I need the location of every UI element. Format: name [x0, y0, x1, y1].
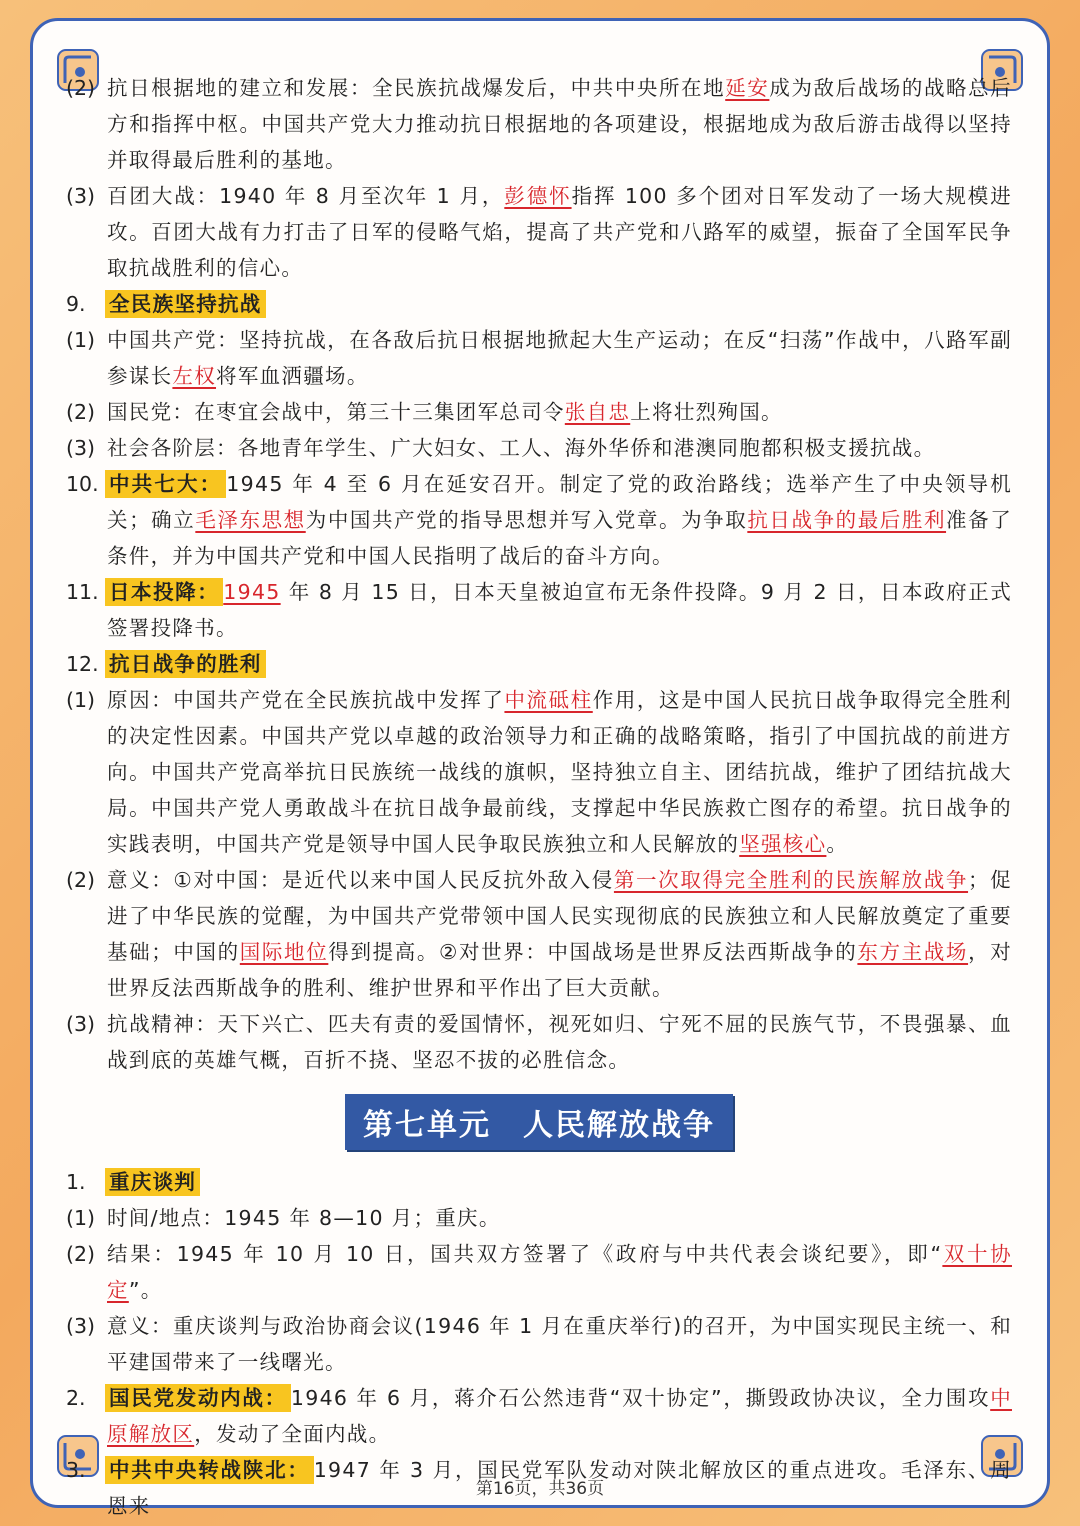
text-segment: 中国共产党：坚持抗战，在各敌后抗日根据地掀起大生产运动；在反“扫荡”作战中，八路军副参谋长 [107, 328, 1012, 388]
item-number: 1. [66, 1170, 86, 1194]
item-text [107, 862, 1012, 1006]
list-item [66, 70, 1012, 178]
list-item [66, 1236, 1012, 1308]
item-text [107, 1236, 1012, 1308]
text-segment: ，发动了全面内战。 [194, 1422, 391, 1446]
item-number: (3) [66, 184, 96, 208]
list-item [66, 574, 1012, 646]
item-number: (2) [66, 868, 96, 892]
item-text [107, 1200, 1012, 1236]
text-segment: 将军血洒疆场。 [216, 364, 369, 388]
list-item [66, 1164, 1012, 1200]
text-segment: 抗日根据地的建立和发展：全民族抗战爆发后，中共中央所在地 [107, 76, 726, 100]
key-term: 抗日战争的最后胜利 [747, 508, 947, 532]
text-segment: 。 [826, 832, 849, 856]
item-number: 10. [66, 472, 99, 496]
list-item [66, 394, 1012, 430]
text-segment: 1947 年 3 月，国民党军队发动对陕北解放区的重点进攻。毛泽东、周恩来 [107, 1458, 1013, 1518]
unit-heading: 第七单元 人民解放战争 [345, 1094, 733, 1150]
text-segment: ，对世界反法西斯战争的胜利、维护世界和平作出了巨大贡献。 [107, 940, 1012, 1000]
text-segment: 1945 年 4 至 6 月在延安召开。制定了党的政治路线；选举产生了中央领导机关；确立 [107, 472, 1012, 532]
list-item [66, 322, 1012, 394]
key-term: 1945 [223, 580, 281, 604]
text-segment: 国民党：在枣宜会战中，第三十三集团军总司令 [107, 400, 565, 424]
key-term: 第一次取得完全胜利的民族解放战争 [613, 868, 969, 892]
list-item [66, 466, 1012, 574]
list-item [66, 1380, 1012, 1452]
section-list [66, 1164, 1012, 1524]
text-segment: 意义：①对中国：是近代以来中国人民反抗外敌入侵 [107, 868, 614, 892]
highlighted-heading: 国民党发动内战： [105, 1384, 291, 1412]
item-text [107, 1308, 1012, 1380]
item-text [107, 1164, 1012, 1200]
key-term: 中原解放区 [107, 1386, 1012, 1446]
highlighted-heading: 中共中央转战陕北： [105, 1456, 314, 1484]
document-content [66, 70, 1012, 1524]
list-item [66, 646, 1012, 682]
item-text [107, 1380, 1012, 1452]
text-segment: 作用，这是中国人民抗日战争取得完全胜利的决定性因素。中国共产党以卓越的政治领导力和正确的战略策略，指引了中国抗战的前进方向。中国共产党高举抗日民族统一战线的旗帜，坚持独立自主、团结抗战，维护了团结抗战大局。中国共产党人勇敢战斗在抗日战争最前线，支撑起中华民族救亡图存的希望。抗日战争的实践表明，中国共产党是领导中国人民争取民族独立和人民解放的 [107, 688, 1012, 856]
list-item [66, 178, 1012, 286]
item-number: (3) [66, 1012, 96, 1036]
item-text [107, 322, 1012, 394]
item-text [107, 574, 1012, 646]
text-segment: ”。 [128, 1278, 163, 1302]
key-term: 东方主战场 [857, 940, 969, 964]
text-segment: ；促进了中华民族的觉醒，为中国共产党带领中国人民实现彻底的民族独立和人民解放奠定了重要基础；中国的 [107, 868, 1012, 964]
text-segment: 意义：重庆谈判与政治协商会议(1946 年 1 月在重庆举行)的召开，为中国实现民主统一、和平建国带来了一线曙光。 [107, 1314, 1012, 1374]
text-segment: 得到提高。②对世界：中国战场是世界反法西斯战争的 [328, 940, 858, 964]
item-number: (1) [66, 688, 96, 712]
item-text [107, 1006, 1012, 1078]
item-text [107, 394, 1012, 430]
item-text [107, 682, 1012, 862]
item-number: 11. [66, 580, 99, 604]
text-segment: 社会各阶层：各地青年学生、广大妇女、工人、海外华侨和港澳同胞都积极支援抗战。 [107, 436, 936, 460]
item-text [107, 70, 1012, 178]
highlighted-heading: 全民族坚持抗战 [105, 290, 266, 318]
text-segment: 原因：中国共产党在全民族抗战中发挥了 [107, 688, 505, 712]
item-number: (2) [66, 400, 96, 424]
highlighted-heading: 重庆谈判 [105, 1168, 200, 1196]
item-text [107, 466, 1012, 574]
item-number: (2) [66, 1242, 96, 1266]
list-item [66, 1200, 1012, 1236]
text-segment: 抗战精神：天下兴亡、匹夫有责的爱国情怀，视死如归、宁死不屈的民族气节，不畏强暴、血战到底的英雄气概，百折不挠、坚忍不拔的必胜信念。 [107, 1012, 1012, 1072]
text-segment: 结果：1945 年 10 月 10 日，国共双方签署了《政府与中共代表会谈纪要》，即“ [107, 1242, 943, 1266]
text-segment: 年 8 月 15 日，日本天皇被迫宣布无条件投降。9 月 2 日，日本政府正式签署投降书。 [107, 580, 1013, 640]
item-text [107, 286, 1012, 322]
key-term: 坚强核心 [739, 832, 827, 856]
list-item [66, 862, 1012, 1006]
item-number: (1) [66, 1206, 96, 1230]
list-item [66, 430, 1012, 466]
text-segment: 指挥 100 多个团对日军发动了一场大规模进攻。百团大战有力打击了日军的侵略气焰，提高了共产党和八路军的威望，振奋了全国军民争取抗战胜利的信心。 [107, 184, 1012, 280]
list-item [66, 682, 1012, 862]
key-term: 双十协定 [107, 1242, 1012, 1302]
key-term: 毛泽东思想 [195, 508, 306, 532]
key-term: 左权 [172, 364, 217, 388]
text-segment: 为中国共产党的指导思想并写入党章。为争取 [305, 508, 748, 532]
key-term: 张自忠 [564, 400, 631, 424]
item-number: (3) [66, 1314, 96, 1338]
highlighted-heading: 抗日战争的胜利 [105, 650, 266, 678]
item-number: 12. [66, 652, 99, 676]
list-item [66, 1006, 1012, 1078]
item-number: 3. [66, 1458, 86, 1482]
section-list [66, 70, 1012, 1078]
item-number: (3) [66, 436, 96, 460]
key-term: 国际地位 [239, 940, 329, 964]
list-item [66, 286, 1012, 322]
text-segment: 上将壮烈殉国。 [630, 400, 783, 424]
text-segment: 准备了条件，并为中国共产党和中国人民指明了战后的奋斗方向。 [107, 508, 1013, 568]
text-segment: 时间/地点：1945 年 8—10 月；重庆。 [107, 1206, 501, 1230]
key-term: 中流砥柱 [504, 688, 593, 712]
item-number: (1) [66, 328, 96, 352]
item-number: (2) [66, 76, 96, 100]
item-text [107, 646, 1012, 682]
text-segment: 百团大战：1940 年 8 月至次年 1 月， [107, 184, 505, 208]
page-number: 第16页，共36页 [475, 1479, 605, 1499]
text-segment: 成为敌后战场的战略总后方和指挥中枢。中国共产党大力推动抗日根据地的各项建设，根据地成为敌后游击战得以坚持并取得最后胜利的基地。 [107, 76, 1012, 172]
item-text [107, 178, 1012, 286]
text-segment: 1946 年 6 月，蒋介石公然违背“双十协定”，撕毁政协决议，全力围攻 [290, 1386, 991, 1410]
item-number: 2. [66, 1386, 86, 1410]
item-number: 9. [66, 292, 86, 316]
unit-heading-wrap [66, 1094, 1012, 1150]
key-term: 彭德怀 [504, 184, 572, 208]
highlighted-heading: 中共七大： [105, 470, 226, 498]
highlighted-heading: 日本投降： [105, 578, 223, 606]
key-term: 延安 [725, 76, 770, 100]
item-text [107, 430, 1012, 466]
list-item [66, 1308, 1012, 1380]
